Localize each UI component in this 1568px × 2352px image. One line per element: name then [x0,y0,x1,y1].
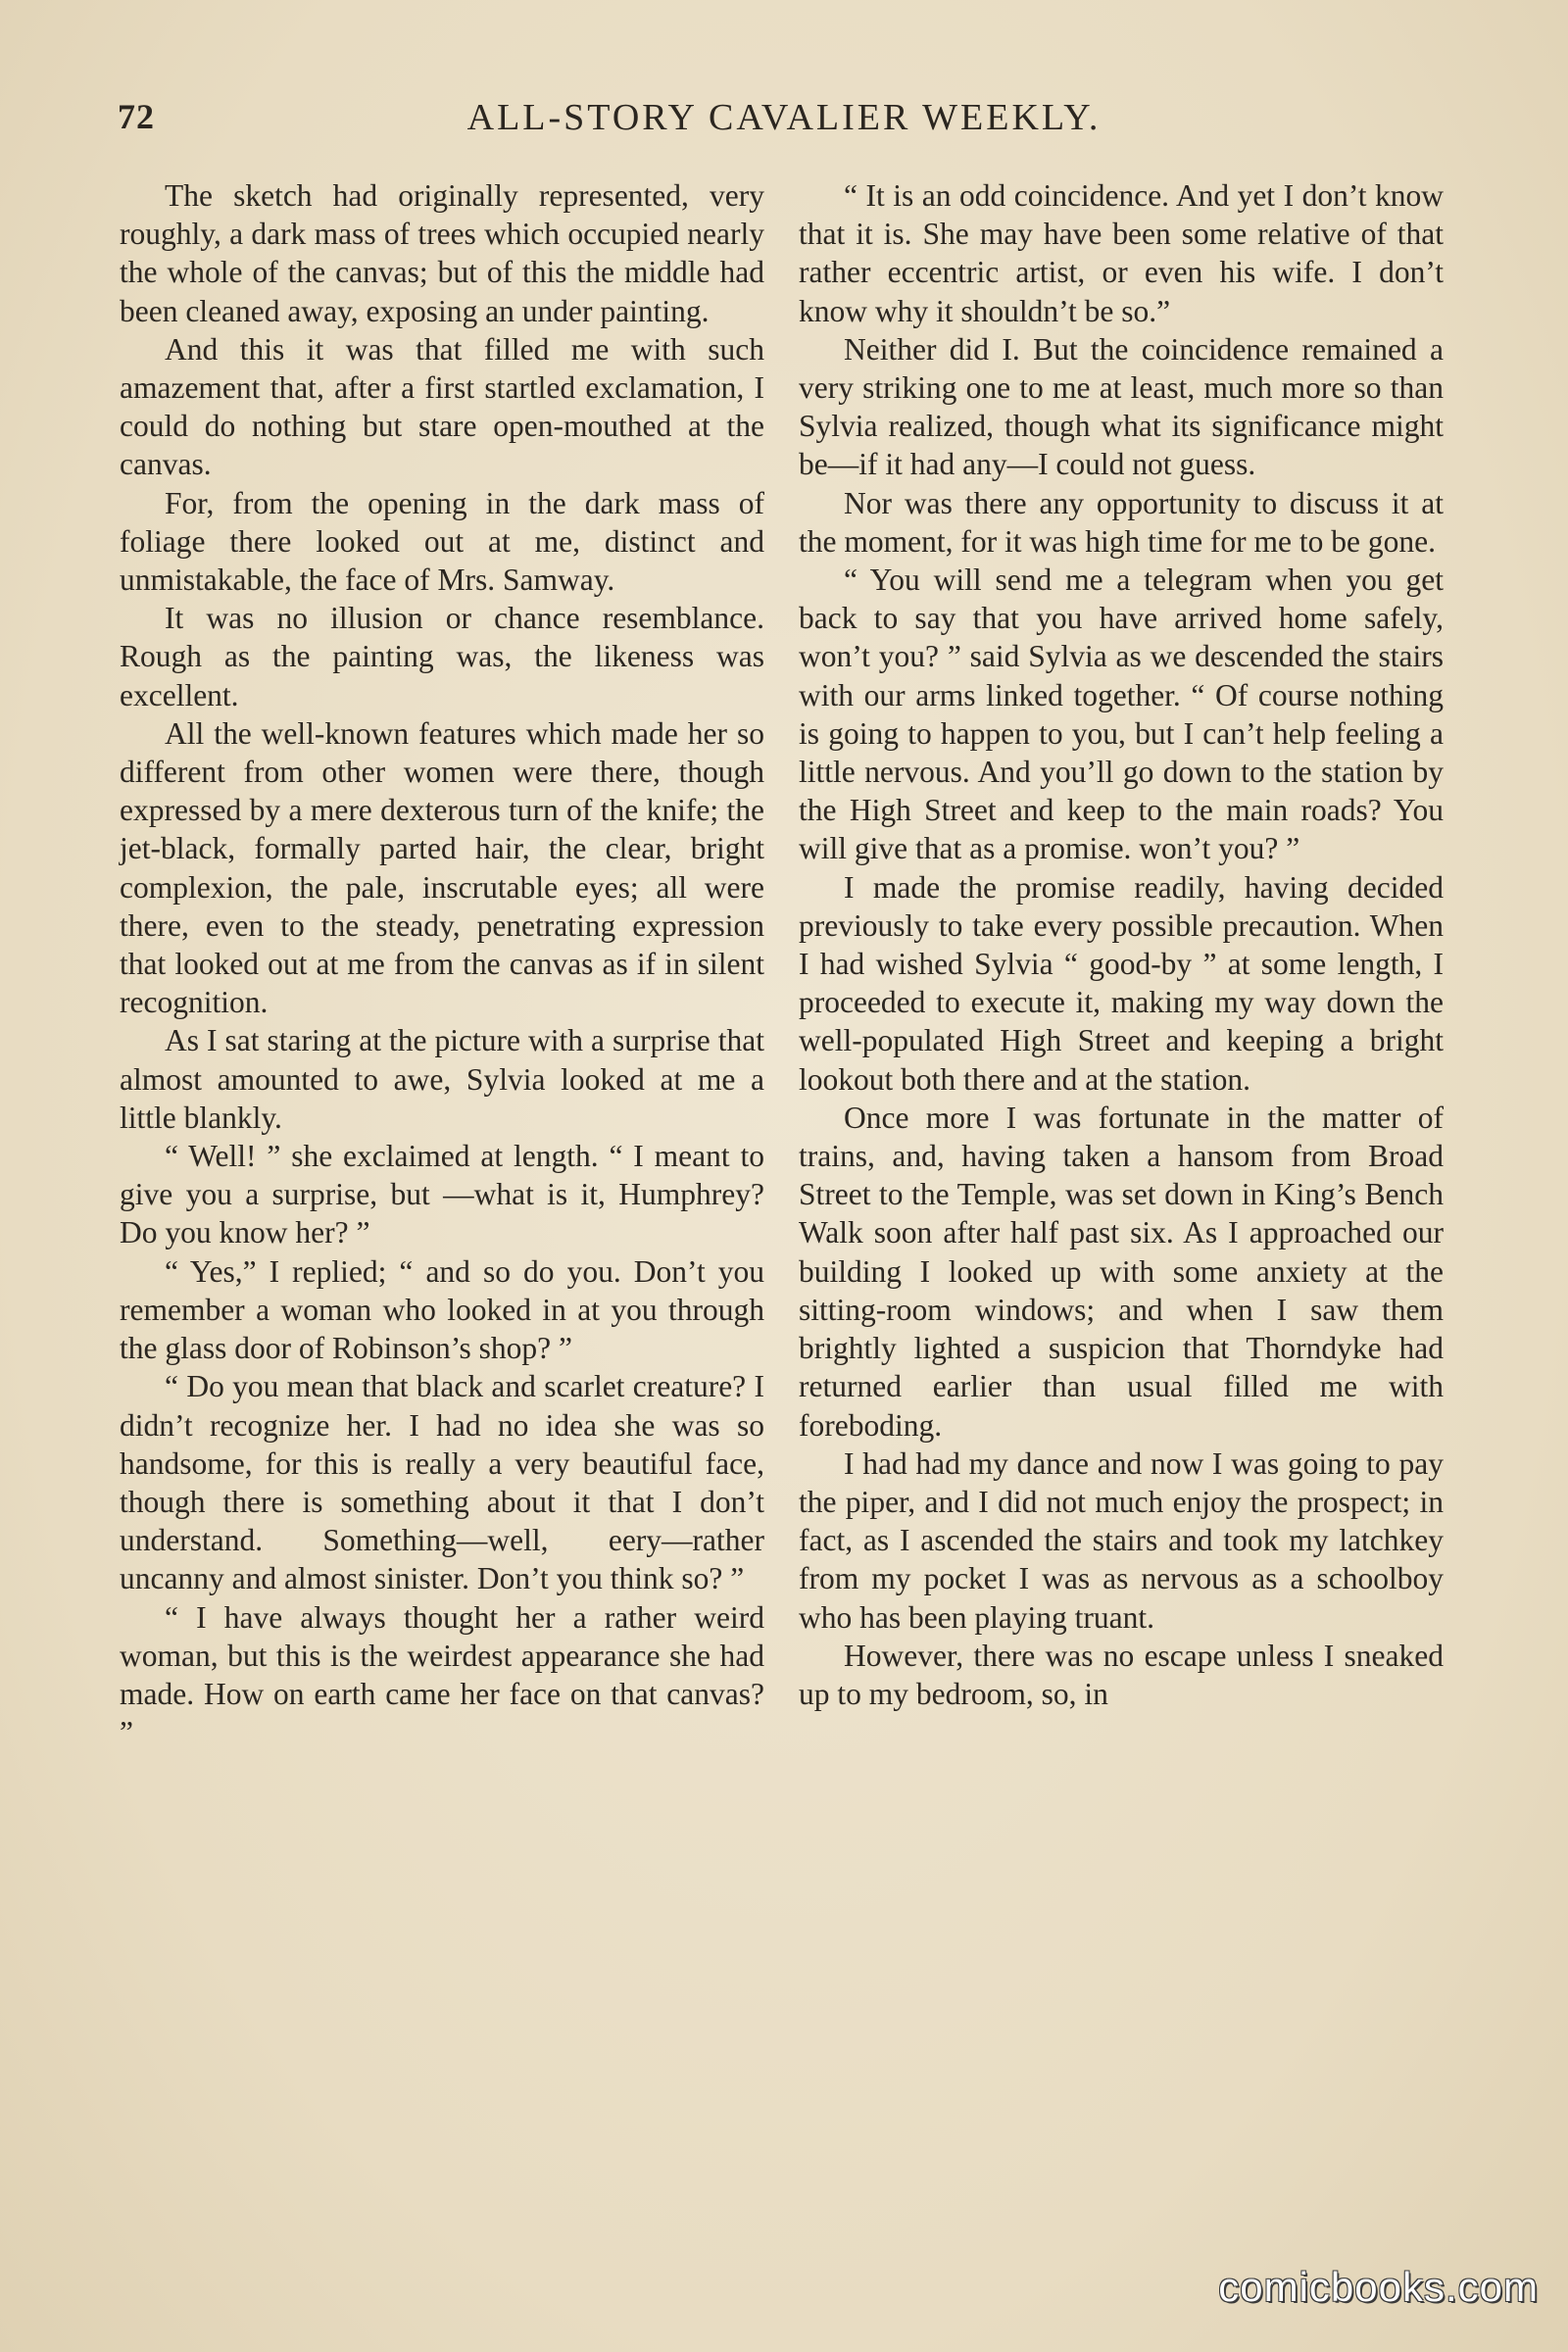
paragraph: “ Do you mean that black and scarlet creature? I didn’t recognize her. I had no idea she was so handsome, for this is really a very beautiful face, though there is something about it that I don’t understand. Something—well, eery—rather uncanny and almost sinister. Don’t you think so? ” [120,1369,764,1596]
site-watermark: comicbooks.com [1218,2264,1539,2310]
paragraph: Neither did I. But the coincidence remained a very striking one to me at least, much more so than Sylvia realized, though what its significance might be—if it had any—I could not guess. [799,331,1444,482]
right-column [799,176,1444,1713]
running-title: ALL-STORY CAVALIER WEEKLY. [466,97,1102,138]
paragraph: I had had my dance and now I was going to pay the piper, and I did not much enjoy the prospect; in fact, as I ascended the stairs and took my latchkey from my pocket I was as nervous as a schoolboy who has been playing truant. [799,1446,1444,1635]
paragraph: It was no illusion or chance resemblance. Rough as the painting was, the likeness was excellent. [120,601,764,712]
paragraph: Nor was there any opportunity to discuss it at the moment, for it was high time for me to be gone. [799,485,1444,559]
paragraph: “ Yes,” I replied; “ and so do you. Don’t you remember a woman who looked in at you through the glass door of Robinson’s shop? ” [120,1253,764,1366]
paragraph: “ It is an odd coincidence. And yet I don’t know that it is. She may have been some relative of that rather eccentric artist, or even his wife. I don’t know why it shouldn’t be so.” [799,178,1444,328]
paragraph: For, from the opening in the dark mass of foliage there looked out at me, distinct and unmistakable, the face of Mrs. Samway. [120,485,764,598]
paragraph: As I sat staring at the picture with a surprise that almost amounted to awe, Sylvia looked at me a little blankly. [120,1023,764,1135]
paragraph: “ Well! ” she exclaimed at length. “ I meant to give you a surprise, but —what is it, Humphrey? Do you know her? ” [120,1139,764,1250]
page-header [118,96,1450,155]
left-column [120,176,764,1751]
paragraph: I made the promise readily, having decided previously to take every possible precaution. When I had wished Sylvia “ good-by ” at some length, I proceeded to execute it, making my way down the well-populated High Street and keeping a bright lookout both there and at the station. [799,869,1444,1097]
paragraph: All the well-known features which made her so different from other women were there, though expressed by a mere dexterous turn of the knife; the jet-black, formally parted hair, the clear, bright complexion, the pale, inscrutable eyes; all were there, even to the steady, penetrating expression that looked out at me from the canvas as if in silent recognition. [120,715,764,1020]
page-number: 72 [118,97,155,136]
paragraph: The sketch had originally represented, very roughly, a dark mass of trees which occupied nearly the whole of the canvas; but of this the middle had been cleaned away, exposing an under painting. [120,178,764,328]
paragraph: And this it was that filled me with such amazement that, after a first startled exclamation, I could do nothing but stare open-mouthed at the canvas. [120,331,764,482]
paragraph: “ I have always thought her a rather weird woman, but this is the weirdest appearance she had made. How on earth came her face on that canvas? ” [120,1599,764,1750]
paragraph: Once more I was fortunate in the matter of trains, and, having taken a hansom from Broad Street to the Temple, was set down in King’s Bench Walk soon after half past six. As I approached our building I looked up with some anxiety at the sitting-room windows; and when I saw them brightly lighted a suspicion that Thorndyke had returned earlier than usual filled me with foreboding. [799,1100,1444,1443]
paragraph: However, there was no escape unless I sneaked up to my bedroom, so, in [799,1638,1444,1711]
paragraph: “ You will send me a telegram when you get back to say that you have arrived home safely, won’t you? ” said Sylvia as we descended the stairs with our arms linked together. “ Of course nothing is going to happen to you, but I can’t help feeling a little nervous. And you’ll go down to the station by the High Street and keep to the main roads? You will give that as a promise. won’t you? ” [799,563,1444,866]
